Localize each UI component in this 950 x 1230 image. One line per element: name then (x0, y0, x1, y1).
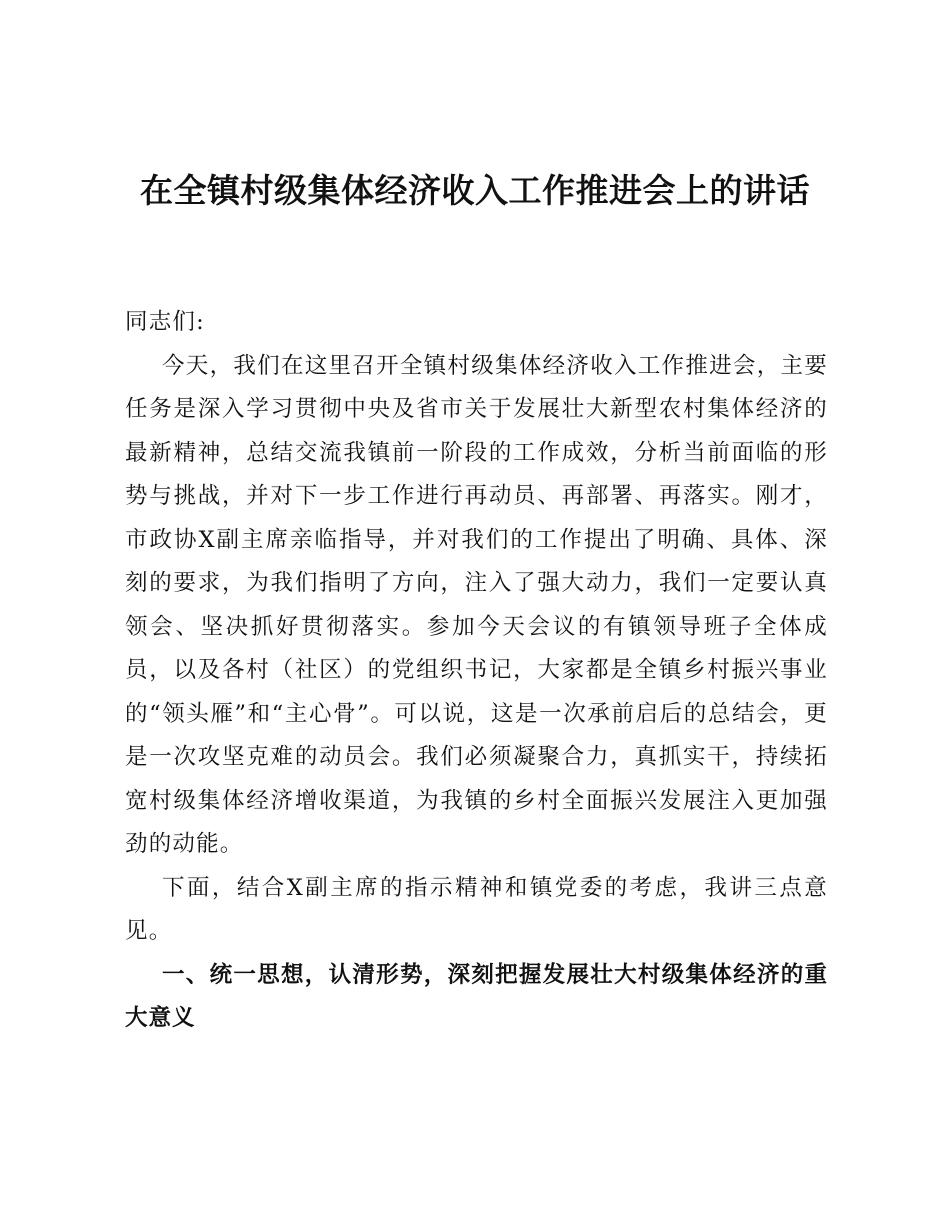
salutation: 同志们: (125, 309, 205, 335)
paragraph-opening: 今天，我们在这里召开全镇村级集体经济收入工作推进会，主要任务是深入学习贯彻中央及省市关于发展壮大新型农村集体经济的最新精神，总结交流我镇前一阶段的工作成效，分析当前面临的形势与挑战，并对下一步工作进行再动员、再部署、再落实。刚才，市政协X副主席亲临指导，并对我们的工作提出了明确、具体、深刻的要求，为我们指明了方向，注入了强大动力，我们一定要认真领会、坚决抓好贯彻落实。参加今天会议的有镇领导班子全体成员，以及各村（社区）的党组织书记，大家都是全镇乡村振兴事业的“领头雁”和“主心骨”。可以说，这是一次承前启后的总结会，更是一次攻坚克难的动员会。我们必须凝聚合力，真抓实干，持续拓宽村级集体经济增收渠道，为我镇的乡村全面振兴发展注入更加强劲的动能。 (125, 352, 828, 857)
document-title: 在全镇村级集体经济收入工作推进会上的讲话 (140, 171, 810, 210)
document-body (125, 301, 828, 1041)
paragraph-outline: 下面，结合X副主席的指示精神和镇党委的考虑，我讲三点意见。 (125, 874, 828, 944)
section-heading-1: 一、统一思想，认清形势，深刻把握发展壮大村级集体经济的重大意义 (125, 961, 828, 1031)
